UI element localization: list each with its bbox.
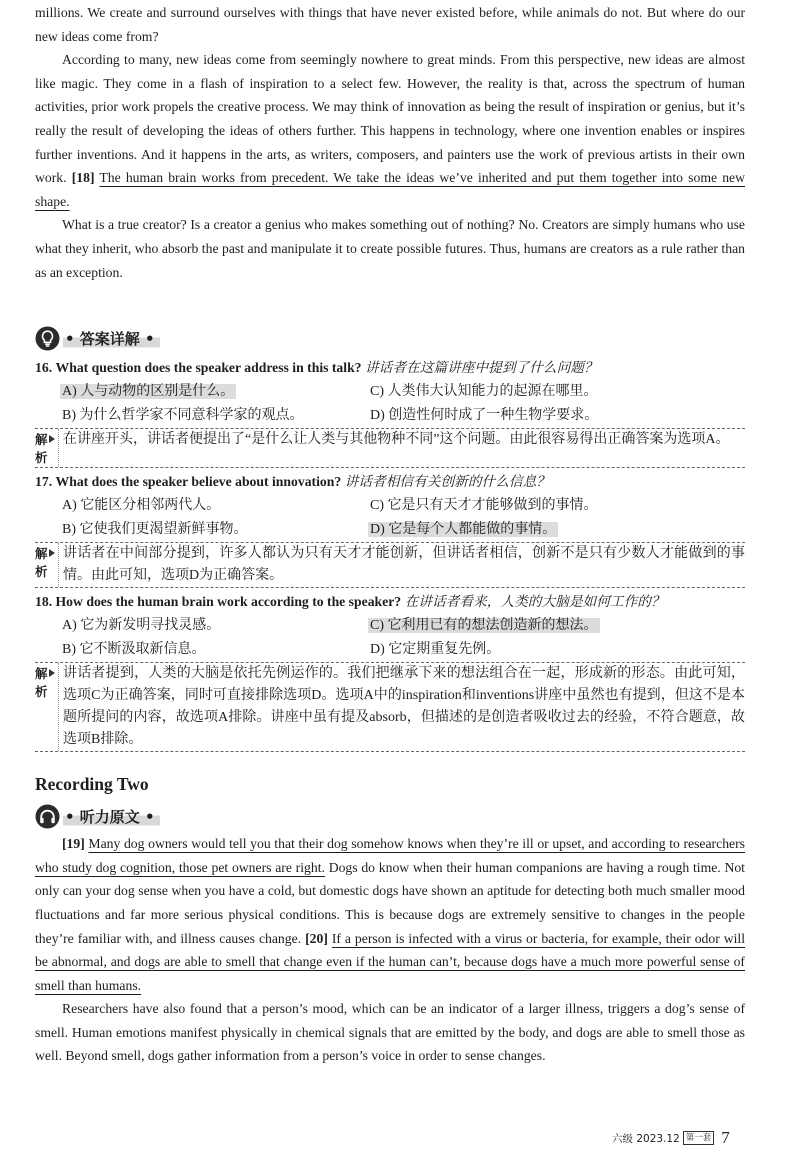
option-d: D) 它定期重复先例。 xyxy=(370,641,501,657)
option-c: C) 它利用已有的想法创造新的想法。 xyxy=(370,618,598,634)
options-18 xyxy=(35,614,745,661)
option-c: C) 它是只有天才才能够做到的事情。 xyxy=(370,498,598,514)
analysis-label: 解析 xyxy=(35,543,59,587)
transcript-section-header xyxy=(35,802,745,830)
options-16 xyxy=(35,380,745,427)
analysis-box-18 xyxy=(35,662,745,752)
question-english: What does the speaker believe about innovation? xyxy=(55,474,342,490)
option-d: D) 创造性何时成了一种生物学要求。 xyxy=(370,407,599,423)
question-16 xyxy=(35,356,745,380)
question-chinese: 讲话者相信有关创新的什么信息？ xyxy=(344,474,550,490)
passage-text: According to many, new ideas come from seemingly nowhere to great minds. From this perspective, new ideas are almost like magic. They come in a flash of inspiration to a select few. However, the reality is that, across the spectrum of human activities, prior work propels the creative process. We may think of innovation as being the result of inspiration or genius, but it’s really the result of developing the ideas of others further. This happens in technology, where one invention enables or inspires further inventions. And it happens in the arts, as writers, composers, and painters use the work of previous artists in their own work. xyxy=(35,52,745,186)
analysis-text: 在讲座开头，讲话者便提出了“是什么让人类与其他物种不同”这个问题。由此很容易得出正确答案为选项A。 xyxy=(63,432,730,448)
option-d: D) 它是每个人都能做的事情。 xyxy=(370,521,557,537)
question-17 xyxy=(35,470,745,494)
page-number: 7 xyxy=(721,1128,730,1147)
analysis-label: 解析 xyxy=(35,429,59,467)
page-footer xyxy=(612,1127,730,1149)
analysis-text: 讲话者提到，人类的大脑是依托先例运作的。我们把继承下来的想法组合在一起，形成新的形态。由此可知，选项C为正确答案，同时可直接排除选项D。选项A中的inspiration和inventions讲座中虽然也有提到，但这不是本题所提问的内容，故选项A排除。讲座中虽有提及absorb，但描述的是创造者吸收过去的经验，不符合题意，故选项B排除。 xyxy=(63,666,745,748)
analysis-text: 讲话者在中间部分提到，许多人都认为只有天才才能创新，但讲话者相信，创新不是只有少数人才能做到的事情。由此可知，选项D为正确答案。 xyxy=(63,546,745,584)
option-b: B) 为什么哲学家不同意科学家的观点。 xyxy=(62,407,304,423)
question-number: 16. xyxy=(35,360,53,376)
question-number: 17. xyxy=(35,474,53,490)
answers-section-header xyxy=(35,324,745,352)
options-17 xyxy=(35,494,745,541)
page-content xyxy=(35,1,745,1068)
transcript-text: Dogs do know when their human companions are having a rough time. Not only can your dog sense when you have a cold, but domestic dogs have shown an aptitude for detecting both much smaller mood fluctuations and far more serious physical conditions. This is because dogs are extremely sensitive to changes in the people they’re familiar with, and illness causes change. xyxy=(35,859,745,946)
option-a: A) 它能区分相邻两代人。 xyxy=(62,498,221,514)
question-number: 18. xyxy=(35,594,53,610)
key-sentence-20: If a person is infected with a virus or bacteria, for example, their odor will be abnormal, and dogs are able to smell that change even if the human can’t, because dogs have a much more powerful sense of smell than humans. xyxy=(35,930,746,993)
option-b: B) 它使我们更渴望新鲜事物。 xyxy=(62,521,248,537)
question-tag-18: [18] xyxy=(71,170,95,186)
question-18 xyxy=(35,590,745,614)
question-english: How does the human brain work according to the speaker? xyxy=(55,594,402,610)
option-a: A) 它为新发明寻找灵感。 xyxy=(62,618,221,634)
passage-paragraph-1: millions. We create and surround ourselves with things that have never existed before, while animals do not. But where do our new ideas come from? xyxy=(35,5,745,44)
exam-label: 六级 2023.12 xyxy=(612,1132,680,1145)
question-chinese: 在讲话者看来，人类的大脑是如何工作的？ xyxy=(404,594,665,610)
arrow-marker-icon xyxy=(49,669,55,677)
set-badge: 第一套 xyxy=(683,1131,715,1145)
option-c: C) 人类伟大认知能力的起源在哪里。 xyxy=(370,384,598,400)
answers-section-title: • 答案详解 • xyxy=(63,328,160,349)
transcript-section-title: • 听力原文 • xyxy=(63,806,160,827)
lightbulb-icon xyxy=(35,326,60,351)
arrow-marker-icon xyxy=(49,435,55,443)
arrow-marker-icon xyxy=(49,549,55,557)
option-a: A) 人与动物的区别是什么。 xyxy=(62,384,235,400)
recording-two-heading: Recording Two xyxy=(35,774,149,795)
option-b: B) 它不断汲取新信息。 xyxy=(62,641,206,657)
transcript-paragraph-2: Researchers have also found that a person’s mood, which can be an indicator of a larger illness, triggers a dog’s sense of smell. Human emotions manifest physically in chemical signals that are emitted by the body, and dogs are able to smell those as well. Beyond smell, dogs gather information from a person’s voice in order to sense changes. xyxy=(35,1001,745,1064)
question-tag-20: [20] xyxy=(305,930,328,946)
question-english: What question does the speaker address in this talk? xyxy=(55,360,362,376)
analysis-label: 解析 xyxy=(35,663,59,751)
headphones-icon xyxy=(35,804,60,829)
analysis-box-16 xyxy=(35,428,745,468)
question-tag-19: [19] xyxy=(62,836,85,852)
passage-paragraph-3: What is a true creator? Is a creator a genius who makes something out of nothing? No. Creators are simply humans who use what they inherit, who absorb the past and manipulate it to create possible futures. Thus, humans are creators as a rule rather than as an exception. xyxy=(35,217,745,280)
question-chinese: 讲话者在这篇讲座中提到了什么问题？ xyxy=(364,360,598,376)
passage-paragraph-2 xyxy=(35,48,745,213)
analysis-box-17 xyxy=(35,542,745,588)
key-sentence-18: The human brain works from precedent. We take the ideas we’ve inherited and put them together into some new shape. xyxy=(35,170,745,209)
transcript-paragraph-1 xyxy=(35,832,745,997)
key-sentence-19: Many dog owners would tell you that their dog somehow knows when they’re ill or upset, and according to researchers who study dog cognition, those pet owners are right. xyxy=(35,836,745,875)
